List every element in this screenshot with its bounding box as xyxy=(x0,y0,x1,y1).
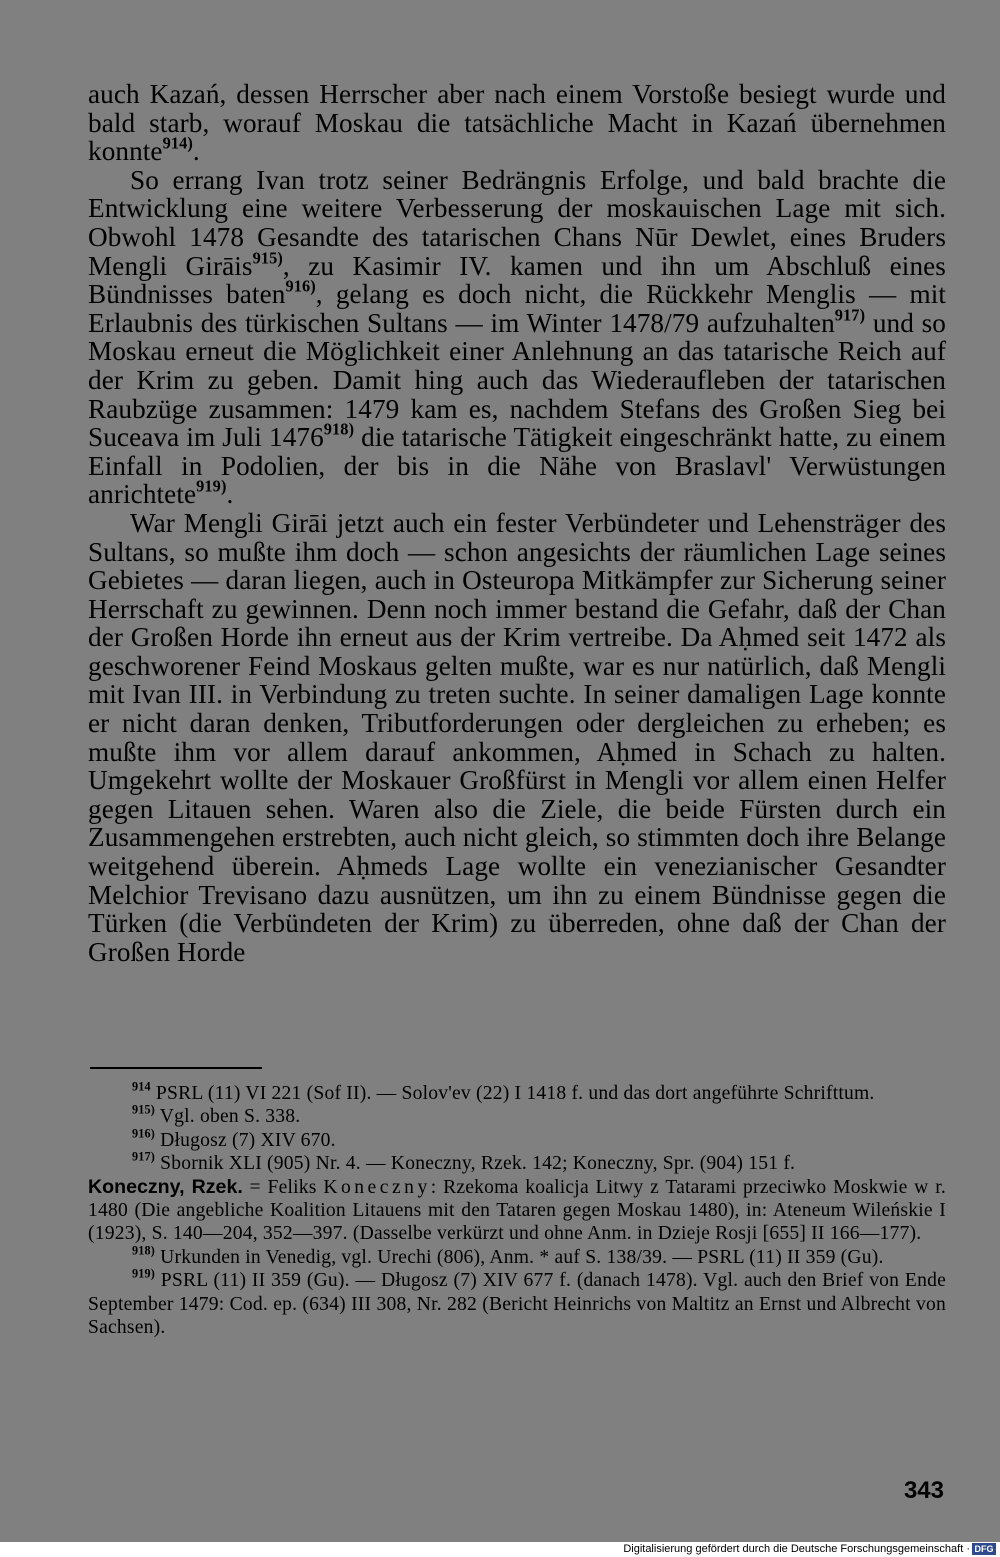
dfg-logo-icon: DFG xyxy=(972,1543,996,1555)
text-run: Sbornik XLI (905) Nr. 4. — Koneczny, Rzek. 142; Koneczny, Spr. (904) 151 f. xyxy=(155,1153,796,1175)
footnote xyxy=(88,1243,946,1269)
footnote-separator xyxy=(90,1067,262,1069)
footnote-marker: 914 xyxy=(132,1079,151,1094)
text-run: Urkunden in Venedig, vgl. Urechi (806), Anm. * auf S. 138/39. — PSRL (11) II 359 (Gu). xyxy=(155,1246,884,1268)
footnote xyxy=(88,1266,946,1339)
footnote-marker: 917) xyxy=(132,1149,156,1164)
text-run: , zu Kasimir IV. kamen und ihn um Abschluß eines Bündnisses baten xyxy=(88,250,946,310)
paragraph xyxy=(88,166,946,509)
text-run: . xyxy=(226,479,234,510)
text-run: die tatarische Tätigkeit eingeschränkt hatte, zu einem Einfall in Podolien, der bis in die Nähe von Braslavl' Verwüstungen anrichtete xyxy=(88,422,946,510)
text-run: , gelang es doch nicht, die Rückkehr Menglis — mit Erlaubnis des türkischen Sultans — im Winter 1478/79 aufzuhalten xyxy=(88,279,946,338)
footnote-marker: 916) xyxy=(285,276,316,296)
text-run: Długosz (7) XIV 670. xyxy=(155,1129,336,1151)
page-number: 343 xyxy=(903,1477,944,1504)
footnote-marker: 918) xyxy=(323,419,355,439)
text-run: PSRL (11) VI 221 (Sof II). — Solov'ev (22) I 1418 f. und das dort angeführte Schrifttum. xyxy=(150,1083,875,1104)
footnote-marker: 917) xyxy=(834,305,866,325)
text-run: : Rzekoma koalicja Litwy z Tatarami przeciwko Moskwie w r. 1480 (Die angebliche Koalition Litauens mit den Tataren gegen Moskau 1480), in: Ateneum Wileńskie I (1923), S. 140—204, 352—397. (Dasselbe verkürzt und ohne Anm. in Dzieje Rosji [655] II 166—177). xyxy=(88,1176,946,1245)
text-run: PSRL (11) II 359 (Gu). — Długosz (7) XIV 677 f. (danach 1478). Vgl. auch den Brief von Ende September 1479: Cod. ep. (634) III 308, Nr. 282 (Bericht Heinrichs von Maltitz an Ernst und Albrecht von Sachsen). xyxy=(88,1270,946,1339)
footnotes xyxy=(88,1079,946,1339)
author-name: Koneczny xyxy=(323,1176,431,1198)
footnote-marker: 918) xyxy=(132,1243,156,1258)
footnote-marker: 919) xyxy=(132,1266,156,1281)
footnote xyxy=(88,1079,946,1105)
footnote xyxy=(88,1126,946,1152)
text-run: auch Kazań, dessen Herrscher aber nach einem Vorstoße besiegt wurde und bald starb, worauf Moskau die tatsächliche Macht in Kazań übernehmen konnte xyxy=(88,79,946,167)
text-run: War Mengli Girāi jetzt auch ein fester Verbündeter und Lehensträger des Sultans, so mußte ihm doch — schon angesichts der räumlichen Lage seines Gebietes — daran liegen, auch in Osteuropa Mitkämpfer zur Sicherung seiner Herrschaft zu gewinnen. Denn noch immer bestand die Gefahr, daß der Chan der Großen Horde ihn erneut aus der Krim vertreibe. Da Aḥmed seit 1472 als geschworener Feind Moskaus gelten mußte, war es nur natürlich, daß Mengli mit Ivan III. in Verbindung zu treten suchte. In seiner damaligen Lage konnte er nicht daran denken, Tributforderungen oder dergleichen zu erheben; es mußte ihm vor allem darauf ankommen, Aḥmed in Schach zu halten. Umgekehrt wollte der Moskauer Großfürst in Mengli vor allem einen Helfer gegen Litauen sehen. Waren also die Ziele, die beide Fürsten durch ein Zusammengehen erstrebten, auch nicht gleich, so stimmten doch ihre Belange weitgehend überein. Aḥmeds Lage wollte ein venezianischer Gesandter Melchior Trevisano dazu ausnützen, um ihn zu einem Bündnisse gegen die Türken (die Verbündeten der Krim) zu überreden, ohne daß der Chan der Großen Horde xyxy=(88,507,946,967)
footnote xyxy=(88,1176,946,1246)
text-run: . xyxy=(192,136,200,167)
footnote-marker: 915) xyxy=(252,248,283,268)
abbreviation-key: Koneczny, Rzek. xyxy=(88,1175,243,1198)
footnote-marker: 914) xyxy=(162,133,193,153)
text-run: So errang Ivan trotz seiner Bedrängnis Erfolge, und bald brachte die Entwicklung eine weitere Verbesserung der moskauischen Lage mit sich. Obwohl 1478 Gesandte des tatarischen Chans Nūr Dewlet, eines Bruders Mengli Girāis xyxy=(88,164,946,281)
footnote xyxy=(88,1102,946,1128)
footnote-marker: 919) xyxy=(196,476,227,496)
text-run: und so Moskau erneut die Möglichkeit einer Anlehnung an das tatarische Reich auf der Krim zu geben. Damit hing auch das Wiederaufleben der tatarischen Raubzüge zusammen: 1479 kam es, nachdem Stefans des Großen Sieg bei Suceava im Juli 1476 xyxy=(88,307,946,453)
paragraph xyxy=(88,509,946,967)
paragraph xyxy=(88,80,946,166)
footnote xyxy=(88,1149,946,1175)
text-run: = Feliks xyxy=(242,1176,324,1198)
main-text xyxy=(88,80,946,966)
text-run: Vgl. oben S. 338. xyxy=(155,1106,301,1128)
footnote-marker: 916) xyxy=(132,1126,156,1141)
footnote-marker: 915) xyxy=(132,1102,156,1117)
digitization-credit: Digitalisierung gefördert durch die Deutsche Forschungsgemeinschaft · xyxy=(623,1543,970,1555)
